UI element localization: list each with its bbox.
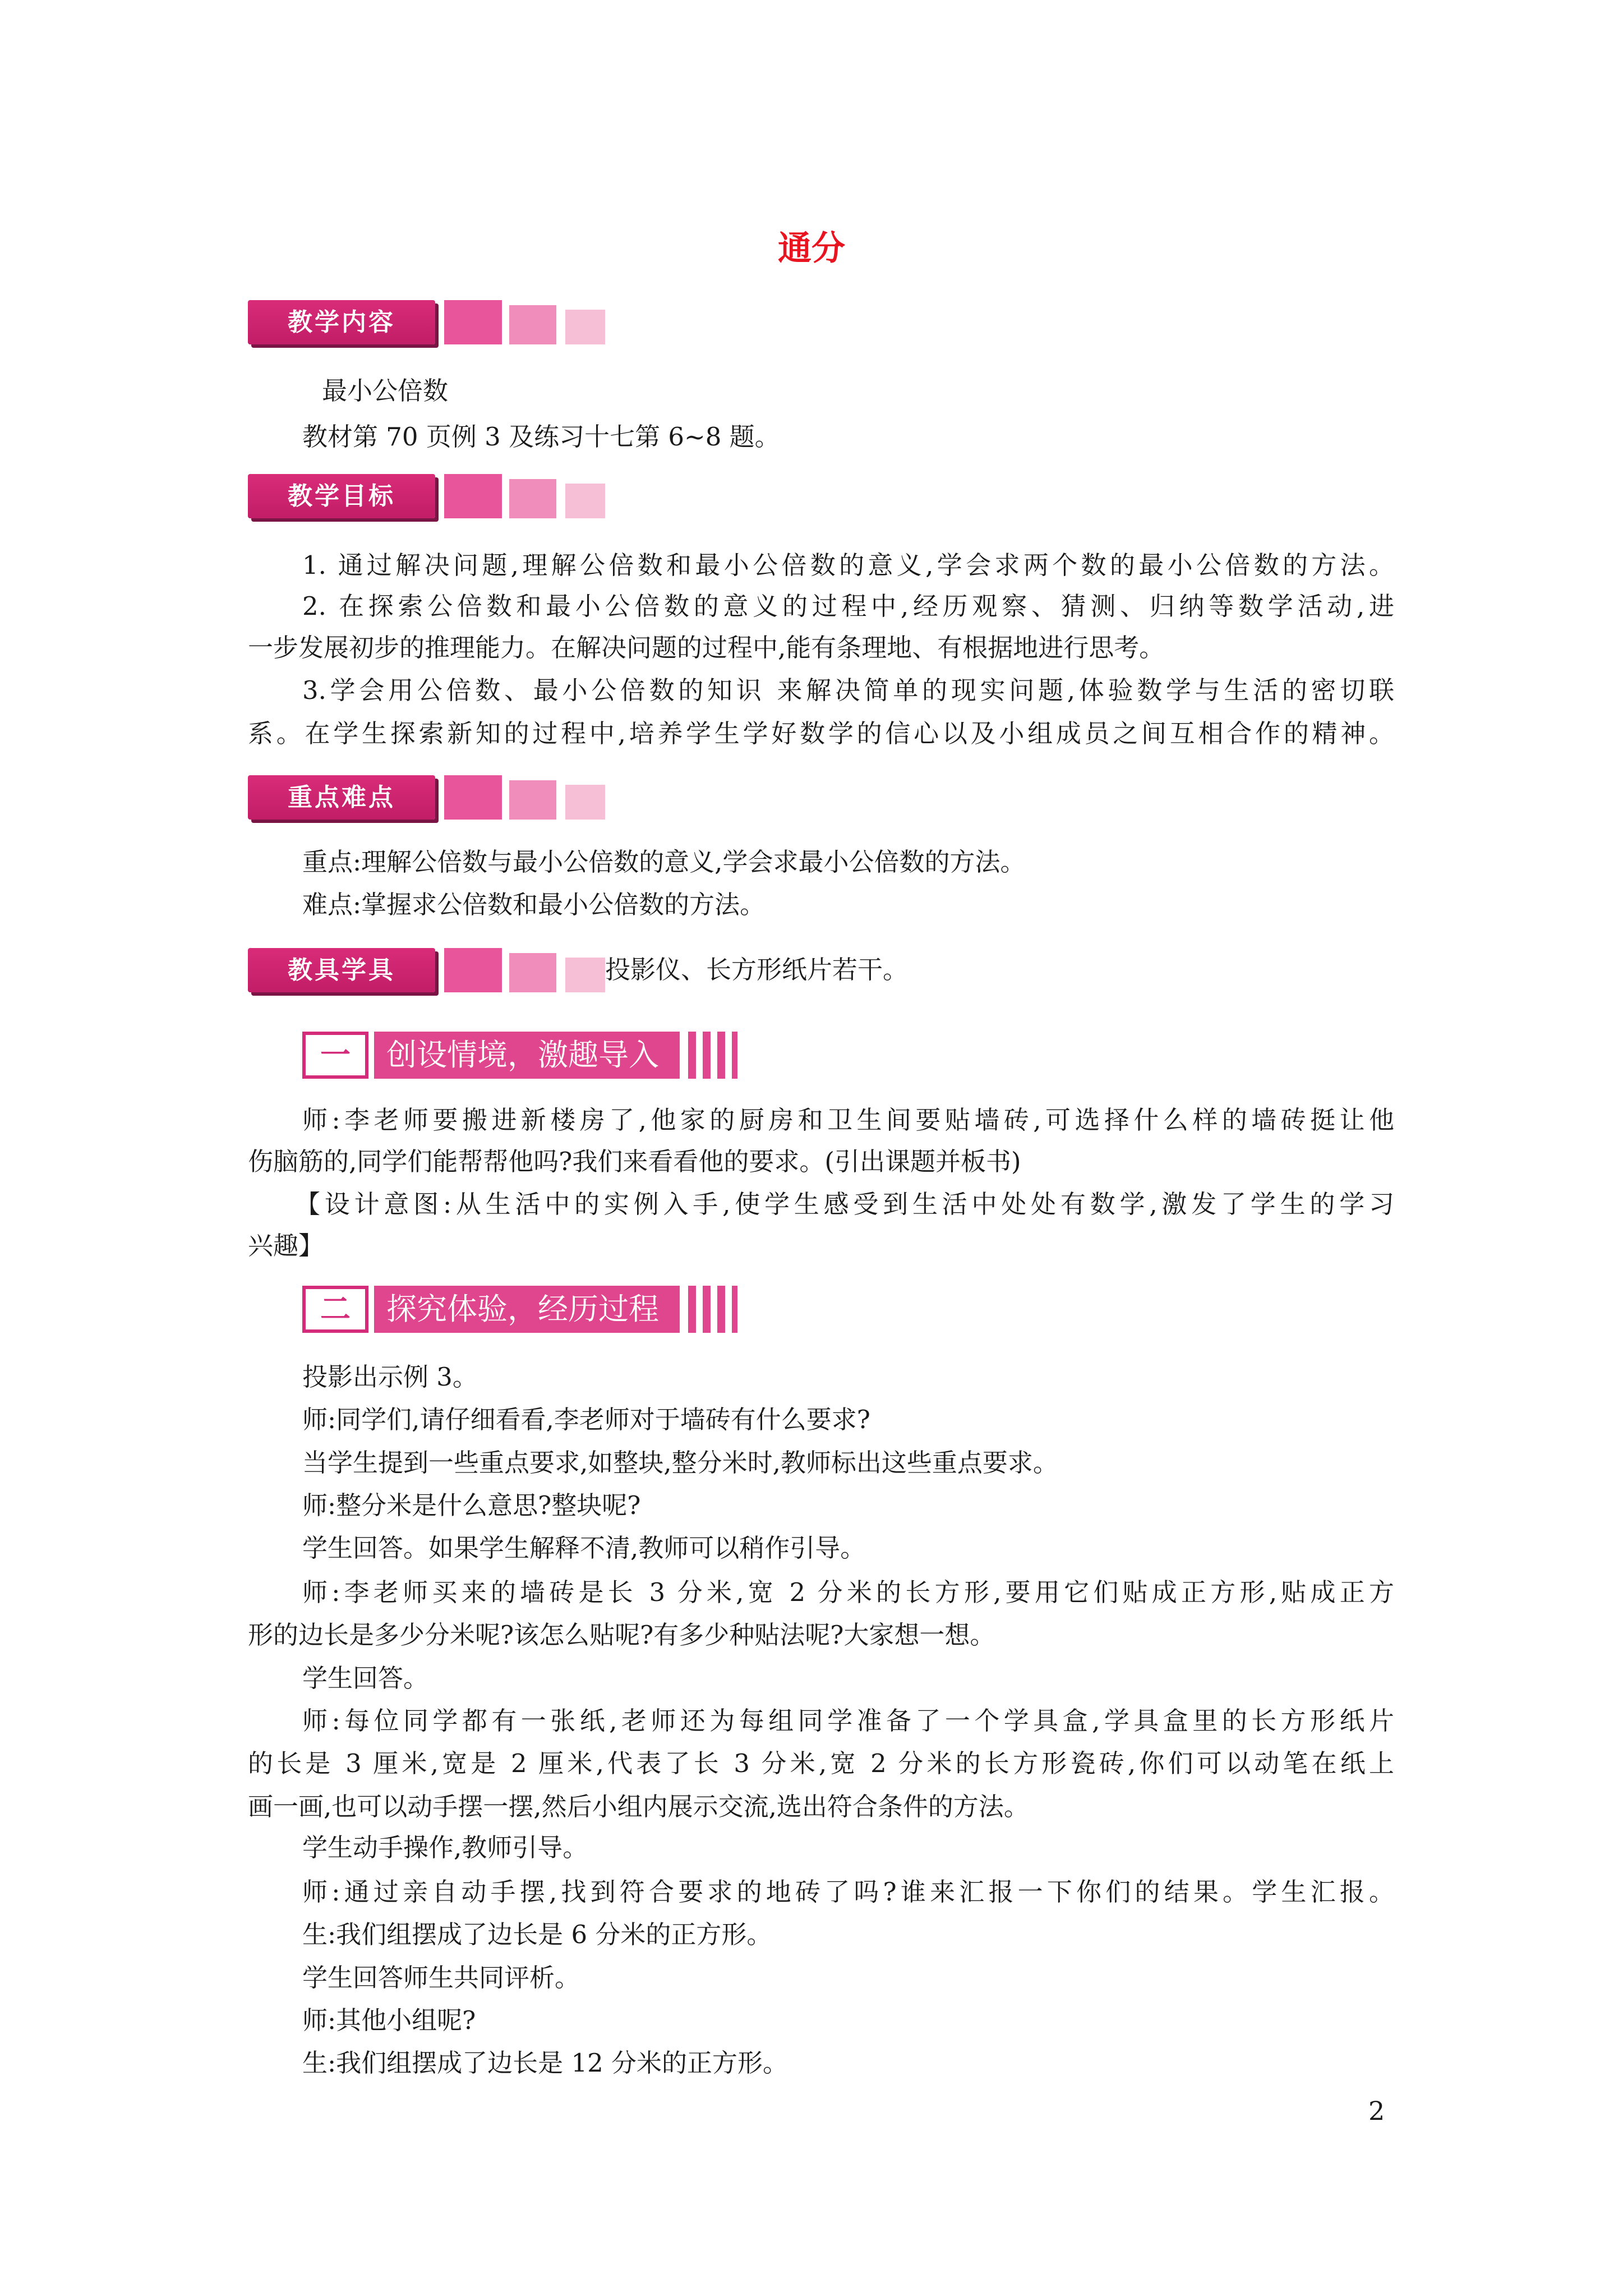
text-line: 师:李老师买来的墙砖是长 3 分米,宽 2 分米的长方形,要用它们贴成正方形,贴成正方 (302, 1577, 1394, 1607)
banner-stripe (732, 1032, 737, 1079)
section-header-key-points: 重点难点 (248, 775, 435, 820)
banner-stripe (688, 1032, 696, 1079)
text-line: 师:每位同学都有一张纸,老师还为每组同学准备了一个学具盒,学具盒里的长方形纸片 (302, 1706, 1394, 1736)
text-line: 当学生提到一些重点要求,如整块,整分米时,教师标出这些重点要求。 (302, 1448, 1058, 1478)
text-line: 师:李老师要搬进新楼房了,他家的厨房和卫生间要贴墙砖,可选择什么样的墙砖挺让他 (302, 1105, 1394, 1135)
text-line: 【设计意图:从生活中的实例入手,使学生感受到生活中处处有数学,激发了学生的学习 (295, 1189, 1394, 1219)
text-line: 重点:理解公倍数与最小公倍数的意义,学会求最小公倍数的方法。 (302, 847, 1026, 877)
decor-square (509, 305, 556, 344)
text-line: 1. 通过解决问题,理解公倍数和最小公倍数的意义,学会求两个数的最小公倍数的方法。 (302, 550, 1394, 580)
text-line: 难点:掌握求公倍数和最小公倍数的方法。 (302, 890, 766, 919)
banner-stripe (703, 1286, 711, 1333)
decor-square (509, 780, 556, 820)
part-number: 二 (302, 1286, 368, 1333)
decor-square (565, 310, 605, 344)
decor-square (509, 953, 556, 992)
decor-square (444, 474, 502, 518)
text-line: 投影出示例 3。 (302, 1362, 478, 1392)
part-banner-2 (302, 1286, 750, 1333)
decor-square (565, 484, 605, 518)
text-line: 画一画,也可以动手摆一摆,然后小组内展示交流,选出符合条件的方法。 (248, 1792, 1029, 1821)
page-number: 2 (1368, 2096, 1385, 2126)
text-line: 学生回答。如果学生解释不清,教师可以稍作引导。 (302, 1533, 866, 1563)
text-line: 学生动手操作,教师引导。 (302, 1833, 588, 1862)
part-number: 一 (302, 1032, 368, 1079)
text-line: 兴趣】 (248, 1231, 324, 1260)
part-title: 探究体验，经历过程 (374, 1286, 680, 1333)
text-line: 学生回答师生共同评析。 (302, 1963, 580, 1993)
text-line: 一步发展初步的推理能力。在解决问题的过程中,能有条理地、有根据地进行思考。 (248, 633, 1165, 662)
text-line: 学生回答。 (302, 1663, 429, 1693)
section-header-tools: 教具学具 (248, 948, 435, 992)
part-title: 创设情境，激趣导入 (374, 1032, 680, 1079)
text-line: 2. 在探索公倍数和最小公倍数的意义的过程中,经历观察、猜测、归纳等数学活动,进 (302, 591, 1394, 621)
text-line: 伤脑筋的,同学们能帮帮他吗?我们来看看他的要求。(引出课题并板书) (248, 1147, 1021, 1176)
banner-stripe (717, 1286, 725, 1333)
text-line: 师:同学们,请仔细看看,李老师对于墙砖有什么要求? (302, 1405, 870, 1434)
section-header-teaching-content: 教学内容 (248, 300, 435, 344)
decor-square (444, 300, 502, 344)
banner-stripe (688, 1286, 696, 1333)
decor-square (509, 479, 556, 518)
banner-stripe (732, 1286, 737, 1333)
text-line: 最小公倍数 (322, 376, 449, 406)
banner-stripe (703, 1032, 711, 1079)
decor-square (565, 785, 605, 820)
decor-square (444, 775, 502, 820)
tools-text: 投影仪、长方形纸片若干。 (605, 955, 909, 984)
text-line: 生:我们组摆成了边长是 6 分米的正方形。 (302, 1920, 772, 1949)
text-line: 师:通过亲自动手摆,找到符合要求的地砖了吗?谁来汇报一下你们的结果。学生汇报。 (302, 1877, 1394, 1907)
decor-square (565, 958, 605, 992)
banner-stripe (717, 1032, 725, 1079)
text-line: 3.学会用公倍数、最小公倍数的知识 来解决简单的现实问题,体验数学与生活的密切联 (302, 675, 1394, 705)
page-title: 通分 (778, 229, 845, 268)
text-line: 形的边长是多少分米呢?该怎么贴呢?有多少种贴法呢?大家想一想。 (248, 1620, 995, 1650)
section-header-teaching-goals: 教学目标 (248, 474, 435, 518)
text-line: 师:整分米是什么意思?整块呢? (302, 1490, 641, 1520)
text-line: 生:我们组摆成了边长是 12 分米的正方形。 (302, 2048, 789, 2078)
decor-square (444, 948, 502, 992)
part-banner-1 (302, 1032, 750, 1079)
text-line: 教材第 70 页例 3 及练习十七第 6~8 题。 (302, 422, 780, 452)
text-line: 系。在学生探索新知的过程中,培养学生学好数学的信心以及小组成员之间互相合作的精神。 (248, 719, 1394, 748)
text-line: 师:其他小组呢? (302, 2005, 476, 2035)
text-line: 的长是 3 厘米,宽是 2 厘米,代表了长 3 分米,宽 2 分米的长方形瓷砖,你们可以动笔在纸上 (248, 1749, 1394, 1778)
